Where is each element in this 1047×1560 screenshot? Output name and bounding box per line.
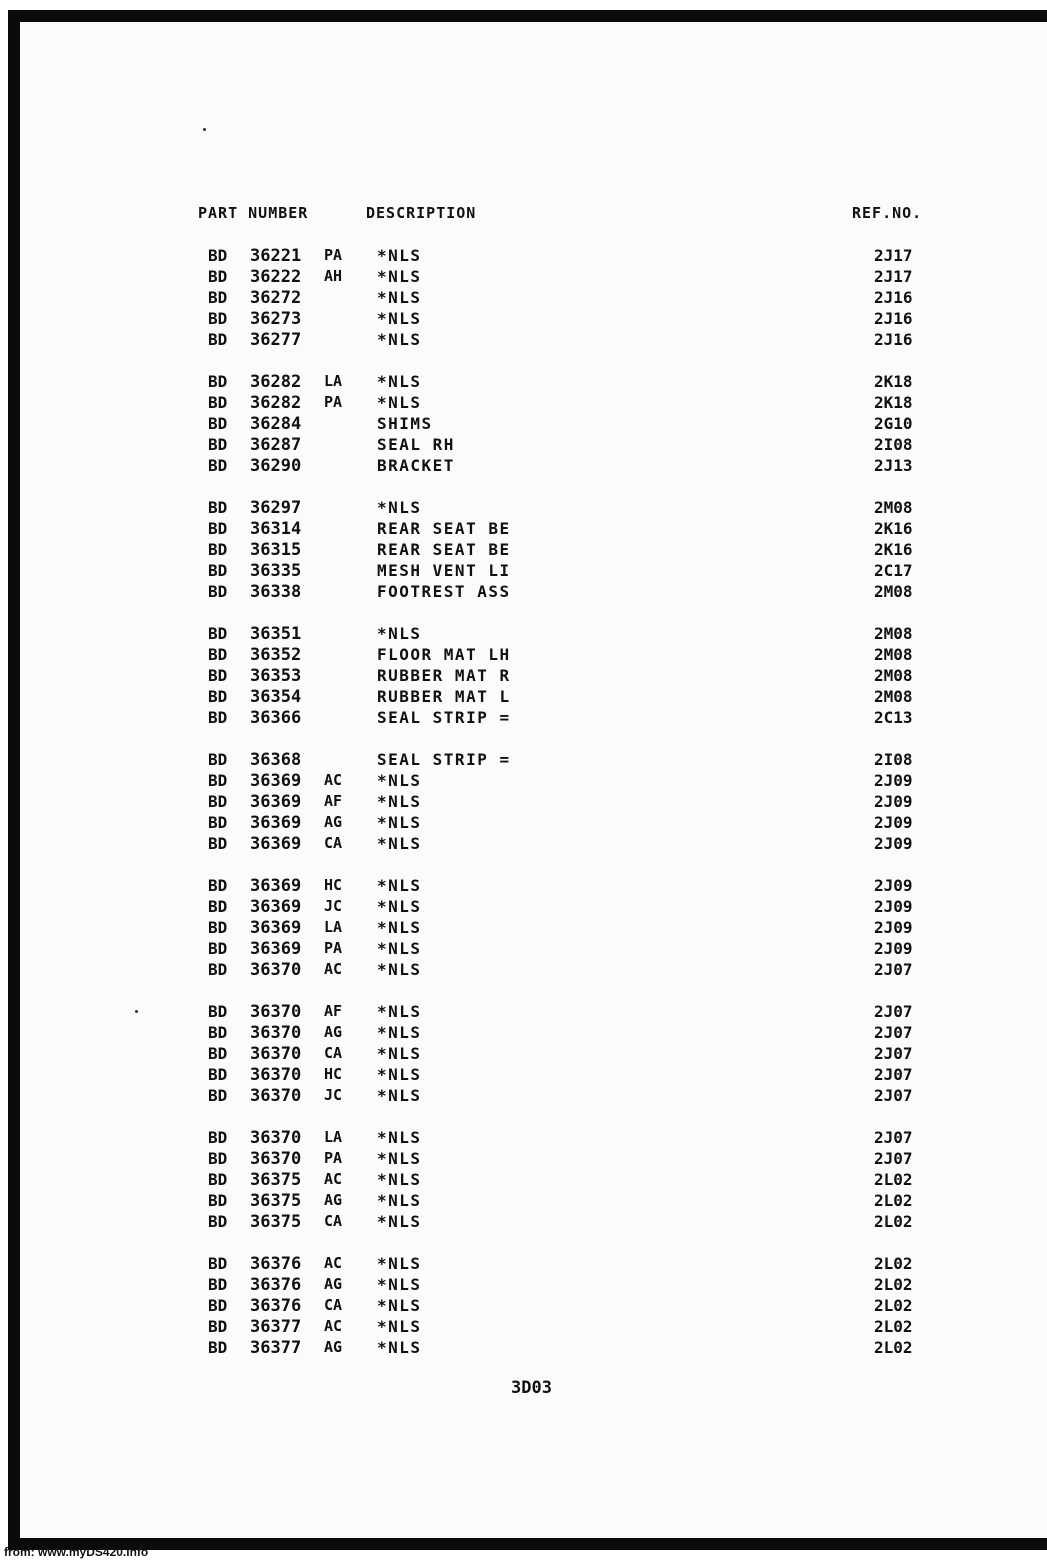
table-row (0, 561, 1047, 582)
part-ref-no: 2J09 (874, 918, 913, 937)
part-prefix: BD (208, 1275, 228, 1294)
part-description: SEAL RH (377, 435, 455, 454)
part-suffix: PA (324, 1149, 343, 1167)
table-row (0, 1317, 1047, 1338)
table-row (0, 897, 1047, 918)
part-ref-no: 2J09 (874, 771, 913, 790)
part-prefix: BD (208, 897, 228, 916)
part-ref-no: 2J16 (874, 309, 913, 328)
part-ref-no: 2K16 (874, 519, 913, 538)
part-ref-no: 2J07 (874, 1086, 913, 1105)
part-description: *NLS (377, 1128, 422, 1147)
part-number: 36375 (250, 1170, 302, 1190)
part-number: 36370 (250, 960, 302, 980)
part-number: 36335 (250, 561, 302, 581)
part-prefix: BD (208, 792, 228, 811)
table-row (0, 918, 1047, 939)
part-ref-no: 2M08 (874, 687, 913, 706)
table-row (0, 687, 1047, 708)
part-ref-no: 2C17 (874, 561, 913, 580)
part-prefix: BD (208, 582, 228, 601)
table-row (0, 1191, 1047, 1212)
part-prefix: BD (208, 1254, 228, 1273)
part-number: 36370 (250, 1002, 302, 1022)
part-number: 36277 (250, 330, 302, 350)
table-row (0, 645, 1047, 666)
part-description: *NLS (377, 1044, 422, 1063)
part-prefix: BD (208, 813, 228, 832)
table-row (0, 519, 1047, 540)
part-ref-no: 2M08 (874, 582, 913, 601)
part-ref-no: 2L02 (874, 1212, 913, 1231)
part-prefix: BD (208, 1170, 228, 1189)
part-description: *NLS (377, 813, 422, 832)
part-description: FLOOR MAT LH (377, 645, 511, 664)
part-number: 36315 (250, 540, 302, 560)
part-suffix: AC (324, 960, 343, 978)
part-ref-no: 2J09 (874, 897, 913, 916)
part-number: 36290 (250, 456, 302, 476)
part-number: 36370 (250, 1044, 302, 1064)
part-number: 36369 (250, 771, 302, 791)
table-row (0, 813, 1047, 834)
part-number: 36370 (250, 1065, 302, 1085)
part-number: 36368 (250, 750, 302, 770)
part-number: 36376 (250, 1296, 302, 1316)
part-prefix: BD (208, 1023, 228, 1042)
part-description: *NLS (377, 792, 422, 811)
part-number: 36369 (250, 939, 302, 959)
part-description: *NLS (377, 372, 422, 391)
part-ref-no: 2J07 (874, 1002, 913, 1021)
part-prefix: BD (208, 267, 228, 286)
part-prefix: BD (208, 876, 228, 895)
table-row (0, 372, 1047, 393)
table-row (0, 1002, 1047, 1023)
part-description: RUBBER MAT L (377, 687, 511, 706)
part-description: *NLS (377, 771, 422, 790)
part-ref-no: 2J09 (874, 834, 913, 853)
table-row (0, 834, 1047, 855)
part-description: *NLS (377, 246, 422, 265)
part-number: 36272 (250, 288, 302, 308)
part-ref-no: 2L02 (874, 1170, 913, 1189)
table-row (0, 624, 1047, 645)
part-number: 36370 (250, 1086, 302, 1106)
part-number: 36353 (250, 666, 302, 686)
part-prefix: BD (208, 1191, 228, 1210)
part-ref-no: 2G10 (874, 414, 913, 433)
part-description: BRACKET (377, 456, 455, 475)
part-number: 36221 (250, 246, 302, 266)
part-ref-no: 2J07 (874, 960, 913, 979)
scan-border-bottom (8, 1538, 1047, 1550)
part-number: 36370 (250, 1023, 302, 1043)
table-row (0, 666, 1047, 687)
part-ref-no: 2L02 (874, 1296, 913, 1315)
part-suffix: AC (324, 1170, 343, 1188)
part-description: *NLS (377, 1338, 422, 1357)
table-row (0, 1170, 1047, 1191)
part-suffix: AC (324, 1254, 343, 1272)
part-number: 36297 (250, 498, 302, 518)
part-number: 36377 (250, 1338, 302, 1358)
part-ref-no: 2J16 (874, 288, 913, 307)
part-ref-no: 2M08 (874, 498, 913, 517)
part-suffix: AG (324, 1023, 343, 1041)
part-number: 36376 (250, 1254, 302, 1274)
part-description: SEAL STRIP = (377, 708, 511, 727)
part-description: *NLS (377, 624, 422, 643)
part-suffix: HC (324, 876, 343, 894)
table-row (0, 960, 1047, 981)
table-row (0, 246, 1047, 267)
part-description: RUBBER MAT R (377, 666, 511, 685)
table-row (0, 708, 1047, 729)
part-suffix: JC (324, 1086, 343, 1104)
part-ref-no: 2J09 (874, 939, 913, 958)
part-description: MESH VENT LI (377, 561, 511, 580)
part-ref-no: 2J07 (874, 1023, 913, 1042)
part-description: *NLS (377, 1170, 422, 1189)
part-suffix: PA (324, 246, 343, 264)
table-row (0, 393, 1047, 414)
table-row (0, 1275, 1047, 1296)
part-prefix: BD (208, 309, 228, 328)
part-ref-no: 2K18 (874, 372, 913, 391)
part-suffix: CA (324, 1296, 343, 1314)
part-suffix: HC (324, 1065, 343, 1083)
part-suffix: AG (324, 1275, 343, 1293)
part-number: 36338 (250, 582, 302, 602)
part-ref-no: 2L02 (874, 1338, 913, 1357)
part-prefix: BD (208, 246, 228, 265)
table-row (0, 1212, 1047, 1233)
part-ref-no: 2J13 (874, 456, 913, 475)
table-row (0, 1149, 1047, 1170)
part-suffix: CA (324, 834, 343, 852)
part-prefix: BD (208, 1296, 228, 1315)
part-description: *NLS (377, 1296, 422, 1315)
part-ref-no: 2I08 (874, 750, 913, 769)
table-row (0, 1044, 1047, 1065)
table-row (0, 1254, 1047, 1275)
part-number: 36351 (250, 624, 302, 644)
part-ref-no: 2L02 (874, 1317, 913, 1336)
part-suffix: PA (324, 393, 343, 411)
table-row (0, 1086, 1047, 1107)
part-prefix: BD (208, 1338, 228, 1357)
part-description: *NLS (377, 267, 422, 286)
part-description: *NLS (377, 1065, 422, 1084)
part-suffix: AF (324, 792, 343, 810)
part-description: *NLS (377, 897, 422, 916)
part-ref-no: 2L02 (874, 1254, 913, 1273)
part-prefix: BD (208, 666, 228, 685)
part-ref-no: 2M08 (874, 624, 913, 643)
part-ref-no: 2K18 (874, 393, 913, 412)
part-ref-no: 2J09 (874, 813, 913, 832)
part-description: FOOTREST ASS (377, 582, 511, 601)
part-prefix: BD (208, 960, 228, 979)
part-description: *NLS (377, 1254, 422, 1273)
part-ref-no: 2J09 (874, 792, 913, 811)
part-ref-no: 2J17 (874, 267, 913, 286)
part-ref-no: 2J17 (874, 246, 913, 265)
part-prefix: BD (208, 519, 228, 538)
part-number: 36369 (250, 834, 302, 854)
part-ref-no: 2L02 (874, 1191, 913, 1210)
part-description: *NLS (377, 918, 422, 937)
part-description: *NLS (377, 834, 422, 853)
table-row (0, 435, 1047, 456)
part-description: *NLS (377, 1275, 422, 1294)
part-suffix: CA (324, 1212, 343, 1230)
table-row (0, 498, 1047, 519)
part-number: 36282 (250, 393, 302, 413)
part-description: *NLS (377, 1149, 422, 1168)
table-row (0, 876, 1047, 897)
part-number: 36282 (250, 372, 302, 392)
table-row (0, 750, 1047, 771)
part-prefix: BD (208, 1212, 228, 1231)
part-prefix: BD (208, 561, 228, 580)
part-suffix: LA (324, 918, 343, 936)
part-number: 36369 (250, 813, 302, 833)
table-row (0, 1338, 1047, 1359)
part-number: 36369 (250, 918, 302, 938)
part-number: 36377 (250, 1317, 302, 1337)
part-description: *NLS (377, 1002, 422, 1021)
part-number: 36287 (250, 435, 302, 455)
part-prefix: BD (208, 918, 228, 937)
part-number: 36352 (250, 645, 302, 665)
part-ref-no: 2J07 (874, 1065, 913, 1084)
part-number: 36376 (250, 1275, 302, 1295)
table-row (0, 1296, 1047, 1317)
table-row (0, 1128, 1047, 1149)
table-row (0, 414, 1047, 435)
part-description: *NLS (377, 1023, 422, 1042)
part-number: 36370 (250, 1149, 302, 1169)
part-description: *NLS (377, 939, 422, 958)
part-suffix: AF (324, 1002, 343, 1020)
part-prefix: BD (208, 288, 228, 307)
part-description: SHIMS (377, 414, 433, 433)
part-suffix: AC (324, 771, 343, 789)
part-prefix: BD (208, 435, 228, 454)
part-suffix: AG (324, 1191, 343, 1209)
part-suffix: AC (324, 1317, 343, 1335)
part-description: *NLS (377, 288, 422, 307)
part-description: *NLS (377, 309, 422, 328)
part-number: 36375 (250, 1191, 302, 1211)
part-number: 36354 (250, 687, 302, 707)
part-prefix: BD (208, 771, 228, 790)
part-ref-no: 2J16 (874, 330, 913, 349)
part-ref-no: 2M08 (874, 645, 913, 664)
source-footer: from: www.myDS420.info (4, 1545, 149, 1559)
table-row (0, 309, 1047, 330)
table-row (0, 582, 1047, 603)
table-row (0, 939, 1047, 960)
part-prefix: BD (208, 540, 228, 559)
part-prefix: BD (208, 1002, 228, 1021)
part-ref-no: 2J07 (874, 1044, 913, 1063)
part-ref-no: 2M08 (874, 666, 913, 685)
part-suffix: LA (324, 372, 343, 390)
part-suffix: CA (324, 1044, 343, 1062)
part-description: REAR SEAT BE (377, 519, 511, 538)
page-number: 3D03 (511, 1378, 552, 1398)
part-ref-no: 2J09 (874, 876, 913, 895)
part-prefix: BD (208, 645, 228, 664)
part-prefix: BD (208, 456, 228, 475)
part-prefix: BD (208, 1317, 228, 1336)
table-row (0, 456, 1047, 477)
part-prefix: BD (208, 1086, 228, 1105)
part-prefix: BD (208, 1044, 228, 1063)
part-ref-no: 2K16 (874, 540, 913, 559)
part-suffix: LA (324, 1128, 343, 1146)
part-number: 36314 (250, 519, 302, 539)
table-row (0, 288, 1047, 309)
part-number: 36369 (250, 876, 302, 896)
table-row (0, 540, 1047, 561)
part-suffix: JC (324, 897, 343, 915)
part-prefix: BD (208, 939, 228, 958)
part-number: 36375 (250, 1212, 302, 1232)
part-prefix: BD (208, 414, 228, 433)
part-prefix: BD (208, 1128, 228, 1147)
part-description: *NLS (377, 393, 422, 412)
part-prefix: BD (208, 330, 228, 349)
part-description: *NLS (377, 498, 422, 517)
table-row (0, 792, 1047, 813)
part-number: 36366 (250, 708, 302, 728)
part-number: 36369 (250, 792, 302, 812)
part-prefix: BD (208, 750, 228, 769)
part-description: *NLS (377, 960, 422, 979)
part-description: REAR SEAT BE (377, 540, 511, 559)
part-description: *NLS (377, 1212, 422, 1231)
part-prefix: BD (208, 687, 228, 706)
part-description: *NLS (377, 1086, 422, 1105)
part-description: SEAL STRIP = (377, 750, 511, 769)
part-suffix: AG (324, 1338, 343, 1356)
part-prefix: BD (208, 1149, 228, 1168)
part-prefix: BD (208, 498, 228, 517)
table-row (0, 1065, 1047, 1086)
part-prefix: BD (208, 372, 228, 391)
table-row (0, 1023, 1047, 1044)
part-prefix: BD (208, 393, 228, 412)
table-row (0, 330, 1047, 351)
part-ref-no: 2I08 (874, 435, 913, 454)
part-description: *NLS (377, 1191, 422, 1210)
table-row (0, 267, 1047, 288)
part-prefix: BD (208, 708, 228, 727)
part-prefix: BD (208, 834, 228, 853)
part-suffix: AH (324, 267, 343, 285)
part-suffix: AG (324, 813, 343, 831)
part-description: *NLS (377, 876, 422, 895)
part-number: 36370 (250, 1128, 302, 1148)
part-number: 36284 (250, 414, 302, 434)
part-description: *NLS (377, 1317, 422, 1336)
part-ref-no: 2J07 (874, 1149, 913, 1168)
table-row (0, 771, 1047, 792)
header-ref-no: REF.NO. (852, 204, 923, 222)
part-prefix: BD (208, 624, 228, 643)
header-part-number: PART NUMBER (198, 204, 309, 222)
part-description: *NLS (377, 330, 422, 349)
header-description: DESCRIPTION (366, 204, 477, 222)
part-prefix: BD (208, 1065, 228, 1084)
part-suffix: PA (324, 939, 343, 957)
part-ref-no: 2J07 (874, 1128, 913, 1147)
part-number: 36273 (250, 309, 302, 329)
part-number: 36222 (250, 267, 302, 287)
part-number: 36369 (250, 897, 302, 917)
part-ref-no: 2C13 (874, 708, 913, 727)
part-ref-no: 2L02 (874, 1275, 913, 1294)
